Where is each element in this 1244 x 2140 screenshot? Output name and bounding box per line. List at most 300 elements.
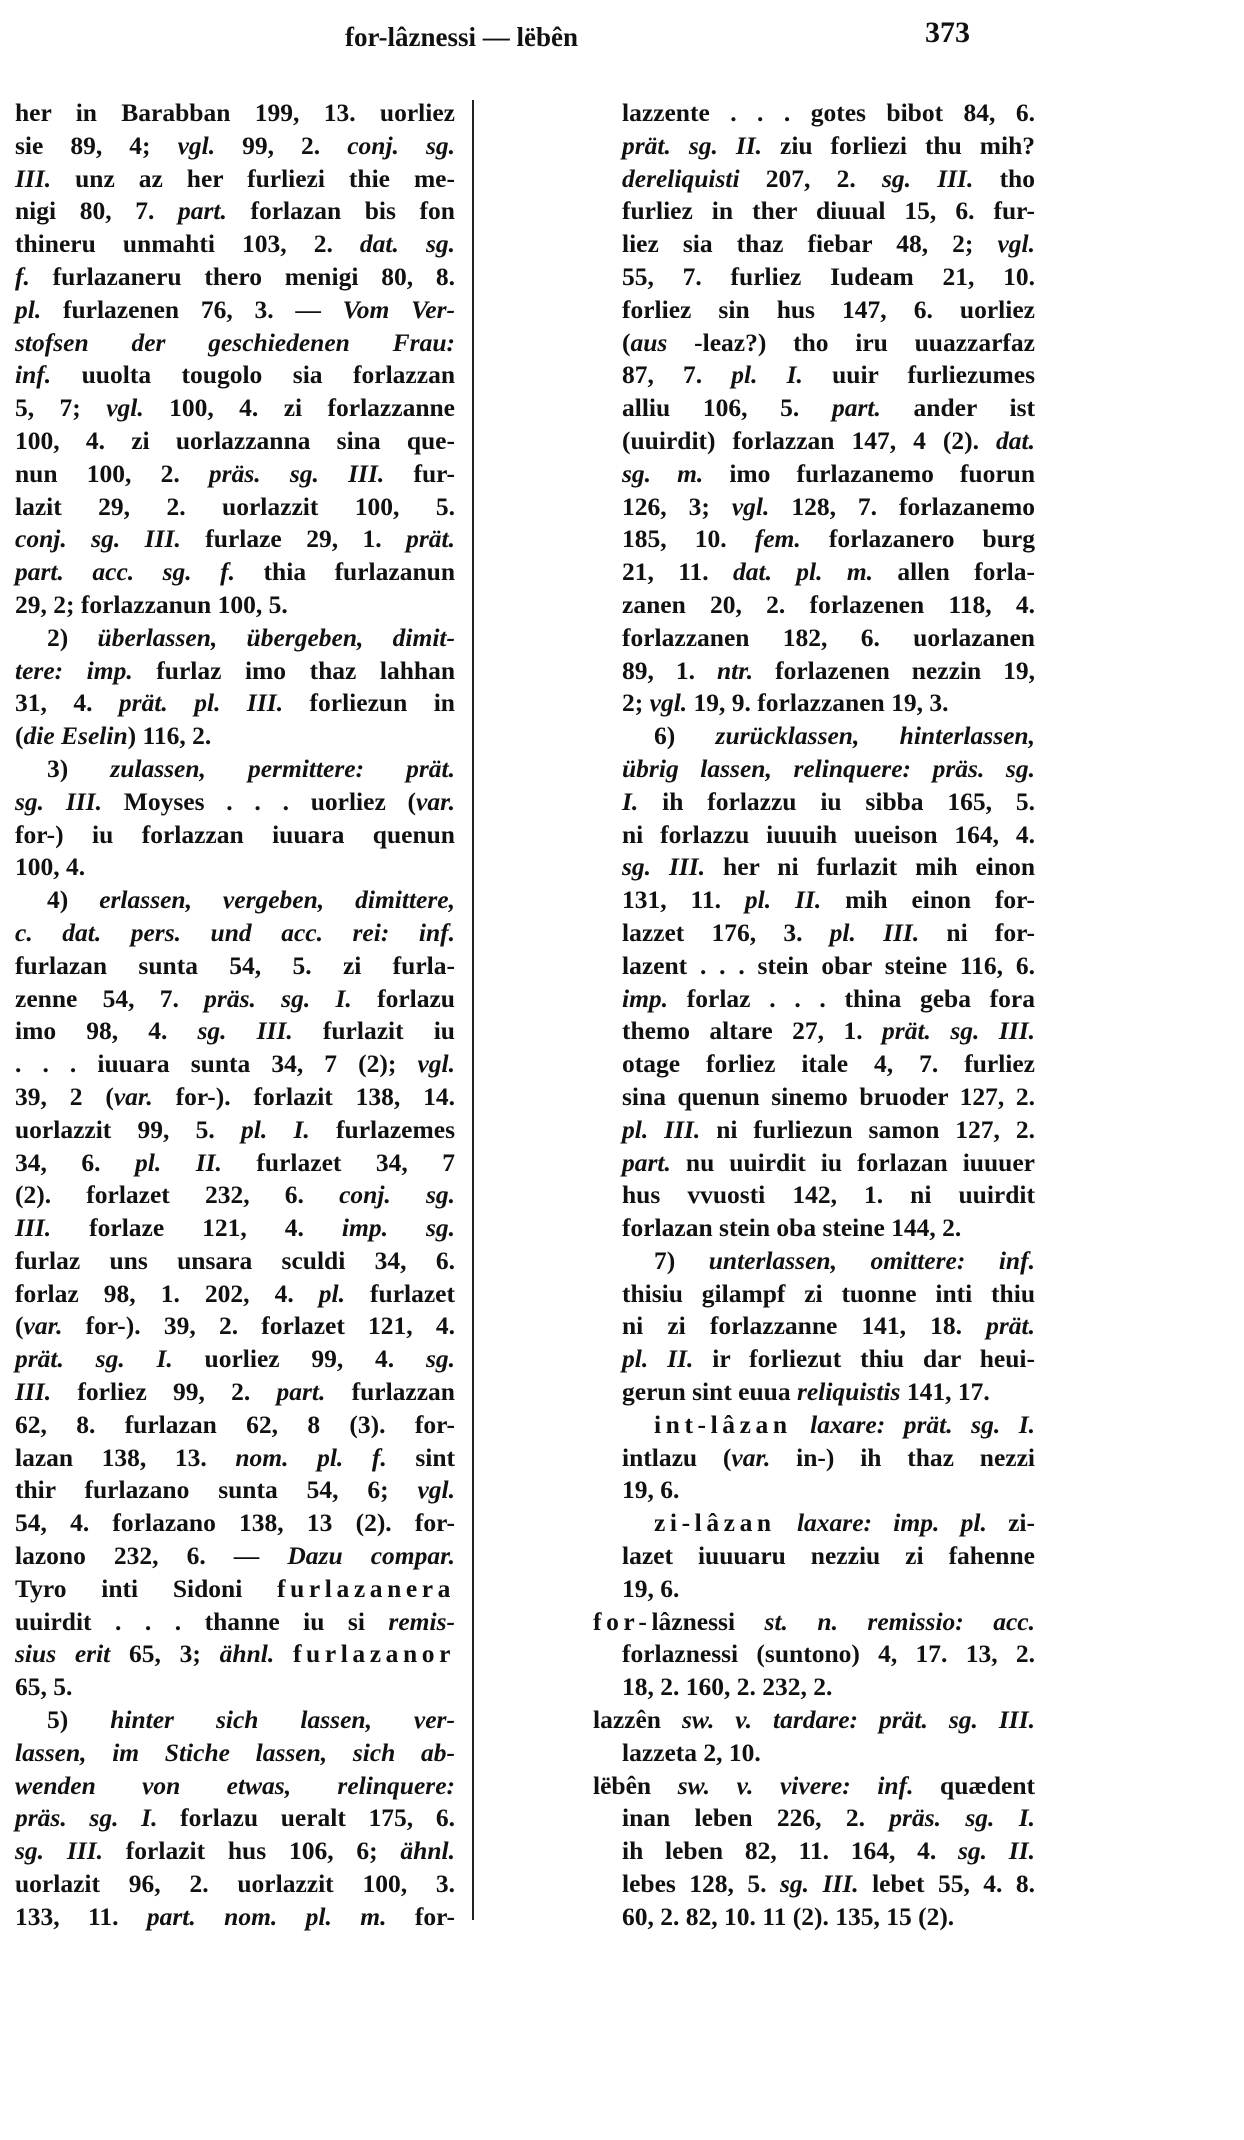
- text-segment: imo furlazanemo fuorun: [703, 458, 1035, 488]
- text-segment: (: [15, 721, 24, 751]
- italic-gloss: sg. III.: [779, 1869, 859, 1899]
- italic-gloss: III.: [15, 1377, 52, 1407]
- text-line: [15, 1737, 455, 1770]
- text-segment: uorlazit 96, 2. uorlazzit 100, 3.: [15, 1869, 455, 1899]
- running-head-title: for-lâznessi — lëbên: [345, 22, 578, 52]
- text-segment: 2): [47, 622, 98, 652]
- text-segment: [776, 1508, 797, 1537]
- text-segment: . . . iuuara sunta 34, 7 (2);: [15, 1049, 418, 1079]
- italic-gloss: sw. v. tardare: prät. sg. III.: [681, 1705, 1036, 1735]
- italic-gloss: part. nom. pl. m.: [146, 1901, 387, 1931]
- italic-gloss: dereliquisti: [622, 163, 740, 193]
- text-segment: ih leben 82, 11. 164, 4.: [622, 1836, 958, 1866]
- text-segment: furlazet: [344, 1278, 455, 1308]
- text-segment: uuolta tougolo sia forlazzan: [51, 360, 455, 390]
- text-segment: furlazit iu: [292, 1016, 455, 1046]
- text-line: [15, 1442, 455, 1475]
- text-segment: 18, 2. 160, 2. 232, 2.: [622, 1672, 833, 1702]
- text-segment: tho: [973, 163, 1035, 193]
- text-segment: 31, 4.: [15, 688, 119, 718]
- italic-gloss: sius erit: [15, 1639, 111, 1669]
- italic-gloss: vgl.: [106, 393, 144, 423]
- italic-gloss: var.: [113, 1081, 153, 1111]
- italic-gloss: sg. III.: [622, 852, 706, 882]
- text-line: [622, 195, 1035, 228]
- italic-gloss: sg. III.: [881, 163, 974, 193]
- text-line: [622, 1310, 1035, 1343]
- right-column: [593, 97, 1036, 1934]
- text-segment: 5, 7;: [15, 393, 107, 423]
- text-segment: for-) iu forlazzan iuuara quenun: [15, 819, 455, 849]
- italic-gloss: sw. v. vivere: inf.: [677, 1770, 914, 1800]
- text-line: [15, 1015, 455, 1048]
- italic-gloss: prät. pl. III.: [118, 688, 284, 718]
- italic-gloss: unterlassen, omittere: inf.: [708, 1245, 1035, 1275]
- text-line: [622, 228, 1035, 261]
- text-segment: imo 98, 4.: [15, 1016, 198, 1046]
- italic-gloss: zulassen, permittere: prät.: [110, 753, 455, 783]
- text-segment: ni furliezun samon 127, 2.: [700, 1114, 1035, 1144]
- text-line: [15, 1278, 455, 1311]
- text-segment: Moyses . . . uorliez (: [101, 786, 417, 816]
- italic-gloss: sg.: [425, 1344, 455, 1374]
- italic-gloss: dat.: [996, 425, 1035, 455]
- text-line: [622, 261, 1035, 294]
- italic-gloss: vgl.: [177, 130, 216, 160]
- italic-gloss: die Eselin: [23, 721, 128, 751]
- italic-gloss: pl. II.: [744, 885, 822, 915]
- text-segment: furlazenen 76, 3. —: [41, 294, 343, 324]
- text-line: [15, 720, 455, 753]
- italic-gloss: prät. sg. III.: [882, 1016, 1035, 1046]
- text-segment: uorlazzit 99, 5.: [15, 1114, 242, 1144]
- italic-gloss: dat. pl. m.: [733, 557, 874, 587]
- italic-gloss: dat. sg.: [359, 229, 456, 259]
- text-line: [622, 622, 1035, 655]
- text-line: [622, 392, 1035, 425]
- text-line: [15, 983, 455, 1016]
- text-line: [622, 1474, 1035, 1507]
- text-segment: (2). forlazet 232, 6.: [15, 1180, 340, 1210]
- text-line: [622, 97, 1035, 130]
- text-segment: forlazzanen 182, 6. uorlazanen: [622, 622, 1035, 652]
- text-segment: furlazet 34, 7: [221, 1147, 456, 1177]
- text-line: [15, 261, 455, 294]
- italic-gloss: inf.: [15, 360, 52, 390]
- text-line: [15, 392, 455, 425]
- text-segment: 100, 4. zi forlazzanne: [143, 393, 455, 423]
- italic-gloss: imp.: [622, 983, 669, 1013]
- text-segment: 54, 4. forlazano 138, 13 (2). for-: [15, 1508, 455, 1538]
- text-line: [15, 491, 455, 524]
- text-line: [15, 1212, 455, 1245]
- italic-gloss: sg. II.: [957, 1836, 1035, 1866]
- text-segment: 89, 1.: [622, 655, 717, 685]
- text-line: [622, 917, 1035, 950]
- text-segment: forliezun in: [283, 688, 455, 718]
- text-line: [15, 884, 455, 917]
- text-segment: forliez 99, 2.: [51, 1377, 277, 1407]
- text-segment: ni zi forlazzanne 141, 18.: [622, 1311, 987, 1341]
- text-segment: furlazzan: [325, 1377, 455, 1407]
- text-segment: furlaz imo thaz lahhan: [132, 655, 456, 685]
- text-line: [622, 1901, 1035, 1934]
- text-segment: ni forlazzu iuuuih uueison 164, 4.: [622, 819, 1035, 849]
- text-segment: furlazemes: [309, 1114, 455, 1144]
- text-segment: mih einon for-: [821, 885, 1035, 915]
- italic-gloss: sg. III.: [15, 786, 102, 816]
- text-line: [15, 1245, 455, 1278]
- text-segment: hus vvuosti 142, 1. ni uuirdit: [622, 1180, 1035, 1210]
- text-line: [622, 1671, 1035, 1704]
- text-line: [622, 1245, 1035, 1278]
- italic-gloss: präs. sg. I.: [204, 983, 352, 1013]
- italic-gloss: conj. sg.: [339, 1180, 455, 1210]
- text-line: [15, 786, 455, 819]
- text-segment: furliez in ther diuual 15, 6. fur-: [622, 196, 1035, 226]
- text-segment: forlaze 121, 4.: [51, 1213, 342, 1243]
- text-segment: 100, 4. zi uorlazzanna sina que-: [15, 425, 455, 455]
- italic-gloss: prät.: [986, 1311, 1035, 1341]
- italic-gloss: pl. I.: [241, 1114, 310, 1144]
- italic-gloss: aus: [630, 327, 668, 357]
- text-segment: 39, 2 (: [15, 1081, 114, 1111]
- text-segment: ziu forliezi thu mih?: [762, 130, 1036, 160]
- text-line: [15, 1081, 455, 1114]
- text-line: [15, 359, 455, 392]
- italic-gloss: überlassen, übergeben, dimit-: [97, 622, 455, 652]
- text-segment: themo altare 27, 1.: [622, 1016, 883, 1046]
- text-segment: ander ist: [880, 393, 1035, 423]
- text-line: [15, 195, 455, 228]
- text-segment: uuirdit . . . thanne iu si: [15, 1606, 389, 1636]
- text-segment: gerun sint euua: [622, 1377, 797, 1407]
- italic-gloss: prät.: [406, 524, 456, 554]
- text-segment: 60, 2. 82, 10. 11 (2). 135, 15 (2).: [622, 1901, 955, 1931]
- text-line: [622, 523, 1035, 556]
- text-segment: furlaz uns unsara sculdi 34, 6.: [15, 1245, 455, 1275]
- italic-gloss: pl.: [318, 1278, 345, 1308]
- text-segment: lazet iuuuaru nezziu zi fahenne: [622, 1541, 1035, 1571]
- italic-gloss: c. dat. pers. und acc. rei: inf.: [15, 917, 455, 947]
- column-divider: [472, 100, 474, 1920]
- text-segment: sie 89, 4;: [15, 130, 178, 160]
- text-line: [15, 622, 455, 655]
- text-line: [622, 720, 1035, 753]
- text-line: [15, 1671, 455, 1704]
- text-line: [622, 1638, 1035, 1671]
- text-line: [15, 294, 455, 327]
- italic-gloss: nom. pl. f.: [235, 1442, 387, 1472]
- text-line: [622, 950, 1035, 983]
- text-segment: 34, 6.: [15, 1147, 135, 1177]
- text-line: [622, 1278, 1035, 1311]
- italic-gloss: laxare: prät. sg. I.: [810, 1409, 1035, 1439]
- text-segment: thineru unmahti 103, 2.: [15, 229, 360, 259]
- italic-gloss: st. n. remissio: acc.: [764, 1606, 1036, 1636]
- text-segment: Tyro inti Sidoni: [15, 1573, 278, 1603]
- text-segment: thia furlazanun: [235, 557, 456, 587]
- text-line: [622, 589, 1035, 622]
- text-line: [15, 97, 455, 130]
- text-line: [15, 1343, 455, 1376]
- text-segment: 128, 7. forlazanemo: [769, 491, 1035, 521]
- text-segment: 100, 4.: [15, 852, 86, 882]
- text-segment: thisiu gilampf zi tuonne inti thiu: [622, 1278, 1035, 1308]
- italic-gloss: sg. III.: [15, 1836, 103, 1866]
- text-segment: for-). forlazit 138, 14.: [152, 1081, 456, 1111]
- italic-gloss: III.: [15, 163, 52, 193]
- text-line: [622, 1343, 1035, 1376]
- italic-gloss: I.: [622, 786, 639, 816]
- italic-gloss: sg. III.: [197, 1016, 293, 1046]
- text-line: [15, 851, 455, 884]
- italic-gloss: conj. sg.: [347, 130, 455, 160]
- text-line: [622, 130, 1035, 163]
- text-segment: forlazu: [351, 983, 455, 1013]
- text-segment: forlazan bis fon: [226, 196, 455, 226]
- text-segment: allen forla-: [873, 557, 1035, 587]
- text-segment: zenne 54, 7.: [15, 983, 205, 1013]
- italic-gloss: sg. m.: [622, 458, 704, 488]
- headword: lâznessi: [651, 1606, 736, 1636]
- text-segment: unz az her furliezi thie me-: [51, 163, 455, 193]
- entry-headword-line: [593, 1704, 1035, 1737]
- text-line: [15, 1835, 455, 1868]
- text-segment: forlazenen nezzin 19,: [753, 655, 1035, 685]
- text-segment: [651, 1771, 678, 1800]
- text-line: [622, 1802, 1035, 1835]
- italic-gloss: stofsen der geschiedenen Frau:: [15, 327, 455, 357]
- italic-gloss: präs. sg. III.: [208, 458, 385, 488]
- text-segment: -leaz?) tho iru uuazzarfaz: [667, 327, 1035, 357]
- text-line: [15, 425, 455, 458]
- italic-gloss: vgl.: [997, 229, 1035, 259]
- text-line: [15, 950, 455, 983]
- spaced-headword: furlazanor: [292, 1639, 456, 1669]
- text-line: [15, 1147, 455, 1180]
- text-line: [15, 1868, 455, 1901]
- text-line: [15, 1474, 455, 1507]
- text-line: [15, 1540, 455, 1573]
- italic-gloss: conj. sg. III.: [15, 524, 181, 554]
- text-line: [15, 1409, 455, 1442]
- text-line: [622, 1212, 1035, 1245]
- text-line: [622, 687, 1035, 720]
- text-segment: forlazit hus 106, 6;: [103, 1836, 401, 1866]
- italic-gloss: imp. sg.: [341, 1213, 456, 1243]
- italic-gloss: wenden von etwas, relinquere:: [15, 1770, 455, 1800]
- italic-gloss: vgl.: [649, 688, 688, 718]
- text-line: [15, 1606, 455, 1639]
- text-line: [622, 425, 1035, 458]
- text-line: [15, 1310, 455, 1343]
- text-line: [15, 556, 455, 589]
- text-segment: sina quenun sinemo bruoder 127, 2.: [622, 1081, 1035, 1111]
- text-segment: her ni furlazit mih einon: [705, 852, 1035, 882]
- text-line: [15, 819, 455, 852]
- text-segment: 131, 11.: [622, 885, 745, 915]
- text-line: [15, 655, 455, 688]
- text-line: [622, 786, 1035, 819]
- text-segment: lazan 138, 13.: [15, 1442, 236, 1472]
- text-segment: (uuirdit) forlazzan 147, 4 (2).: [622, 425, 997, 455]
- italic-gloss: pl. III.: [622, 1114, 701, 1144]
- text-segment: ir forliezut thiu dar heui-: [693, 1344, 1035, 1374]
- italic-gloss: pl. III.: [829, 917, 920, 947]
- italic-gloss: Vom Ver-: [342, 294, 455, 324]
- text-line: [622, 359, 1035, 392]
- text-segment: 55, 7. furliez Iudeam 21, 10.: [622, 261, 1035, 291]
- text-segment: zi-: [986, 1508, 1035, 1538]
- text-segment: 99, 2.: [215, 130, 348, 160]
- italic-gloss: ähnl.: [219, 1639, 275, 1669]
- text-line: [622, 491, 1035, 524]
- text-line: [622, 1179, 1035, 1212]
- text-line: [622, 1507, 1035, 1540]
- text-segment: furlazan sunta 54, 5. zi furla-: [15, 950, 455, 980]
- text-segment: 185, 10.: [622, 524, 755, 554]
- text-segment: 29, 2; forlazzanun 100, 5.: [15, 589, 288, 619]
- text-line: [15, 1901, 455, 1934]
- italic-gloss: erlassen, vergeben, dimittere,: [99, 885, 455, 915]
- italic-gloss: reliquistis: [797, 1377, 901, 1407]
- italic-gloss: ntr.: [716, 655, 754, 685]
- text-segment: sint: [386, 1442, 455, 1472]
- text-segment: 65, 5.: [15, 1672, 73, 1702]
- italic-gloss: tere: imp.: [15, 655, 133, 685]
- italic-gloss: part.: [831, 393, 881, 423]
- italic-gloss: part.: [622, 1147, 671, 1177]
- text-segment: inan leben 226, 2.: [622, 1803, 890, 1833]
- text-line: [622, 1147, 1035, 1180]
- text-line: [622, 1409, 1035, 1442]
- text-segment: uuir furliezumes: [802, 360, 1035, 390]
- text-segment: otage forliez itale 4, 7. furliez: [622, 1049, 1035, 1079]
- text-line: [622, 1835, 1035, 1868]
- text-segment: 6): [654, 721, 716, 751]
- text-line: [622, 884, 1035, 917]
- text-segment: lebes 128, 5.: [622, 1869, 780, 1899]
- text-line: [15, 687, 455, 720]
- text-segment: 62, 8. furlazan 62, 8 (3). for-: [15, 1409, 455, 1439]
- text-segment: lazono 232, 6. —: [15, 1541, 288, 1571]
- italic-gloss: pl. I.: [731, 360, 803, 390]
- page-number: 373: [925, 16, 970, 49]
- text-line: [622, 327, 1035, 360]
- text-line: [15, 1704, 455, 1737]
- text-segment: [274, 1639, 293, 1668]
- italic-gloss: vgl.: [417, 1049, 455, 1079]
- text-line: [15, 917, 455, 950]
- headword: lazzên: [593, 1705, 661, 1735]
- text-segment: zanen 20, 2. forlazenen 118, 4.: [622, 589, 1035, 619]
- text-line: [15, 1770, 455, 1803]
- text-segment: in-) ih thaz nezzi: [770, 1442, 1036, 1472]
- text-segment: 126, 3;: [622, 491, 732, 521]
- text-line: [622, 983, 1035, 1016]
- spaced-headword: int-lâzan: [654, 1409, 792, 1439]
- text-segment: [735, 1607, 764, 1636]
- left-column: [15, 97, 455, 1934]
- italic-gloss: fem.: [754, 524, 801, 554]
- text-line: [15, 1048, 455, 1081]
- italic-gloss: var.: [23, 1311, 63, 1341]
- text-line: [622, 294, 1035, 327]
- italic-gloss: prät. sg. II.: [622, 130, 763, 160]
- text-line: [622, 819, 1035, 852]
- text-segment: (: [15, 1311, 24, 1341]
- text-segment: [661, 1705, 682, 1734]
- text-line: [15, 458, 455, 491]
- text-line: [622, 1737, 1035, 1770]
- text-segment: lazzeta 2, 10.: [622, 1737, 761, 1767]
- text-segment: lebet 55, 4. 8.: [858, 1869, 1035, 1899]
- italic-gloss: laxare: imp. pl.: [796, 1508, 987, 1538]
- text-line: [15, 130, 455, 163]
- text-line: [622, 1868, 1035, 1901]
- italic-gloss: pl.: [15, 294, 42, 324]
- text-segment: nu uuirdit iu forlazan iuuuer: [670, 1147, 1035, 1177]
- text-segment: liez sia thaz fiebar 48, 2;: [622, 229, 998, 259]
- italic-gloss: part.: [276, 1377, 326, 1407]
- text-line: [15, 753, 455, 786]
- text-segment: 133, 11.: [15, 1901, 147, 1931]
- entry-headword-line: [593, 1770, 1035, 1803]
- text-segment: 19, 6.: [622, 1573, 680, 1603]
- italic-gloss: f.: [15, 261, 30, 291]
- text-segment: 207, 2.: [739, 163, 882, 193]
- text-line: [622, 1081, 1035, 1114]
- text-segment: 21, 11.: [622, 557, 733, 587]
- text-line: [15, 1114, 455, 1147]
- italic-gloss: lassen, im Stiche lassen, sich ab-: [15, 1737, 455, 1767]
- italic-gloss: vgl.: [731, 491, 770, 521]
- text-segment: intlazu (: [622, 1442, 732, 1472]
- text-line: [622, 851, 1035, 884]
- text-segment: 5): [47, 1705, 111, 1735]
- text-line: [15, 1802, 455, 1835]
- text-segment: forlazanero burg: [800, 524, 1035, 554]
- text-segment: quædent: [913, 1770, 1036, 1800]
- italic-gloss: hinter sich lassen, ver-: [110, 1705, 455, 1735]
- italic-gloss: part. acc. sg. f.: [15, 557, 236, 587]
- text-segment: thir furlazano sunta 54, 6;: [15, 1475, 418, 1505]
- text-line: [15, 327, 455, 360]
- text-segment: forlaznessi (suntono) 4, 17. 13, 2.: [622, 1639, 1035, 1669]
- text-segment: forlazan stein oba steine 144, 2.: [622, 1213, 962, 1243]
- italic-gloss: part.: [177, 196, 227, 226]
- text-line: [622, 163, 1035, 196]
- text-segment: nun 100, 2.: [15, 458, 209, 488]
- italic-gloss: zurücklassen, hinterlassen,: [715, 721, 1035, 751]
- italic-gloss: pl. II.: [135, 1147, 222, 1177]
- text-line: [15, 1179, 455, 1212]
- text-segment: forliez sin hus 147, 6. uorliez: [622, 294, 1035, 324]
- spaced-headword: zi-lâzan: [654, 1508, 776, 1538]
- text-line: [15, 228, 455, 261]
- text-segment: furlaze 29, 1.: [180, 524, 407, 554]
- text-line: [622, 655, 1035, 688]
- text-line: [622, 1048, 1035, 1081]
- italic-gloss: präs. sg. I.: [15, 1803, 158, 1833]
- text-segment: for-: [386, 1901, 455, 1931]
- text-segment: 65, 3;: [110, 1639, 220, 1669]
- italic-gloss: pl. II.: [622, 1344, 694, 1374]
- text-segment: fur-: [384, 458, 455, 488]
- text-segment: 19, 6.: [622, 1475, 680, 1505]
- italic-gloss: III.: [15, 1213, 52, 1243]
